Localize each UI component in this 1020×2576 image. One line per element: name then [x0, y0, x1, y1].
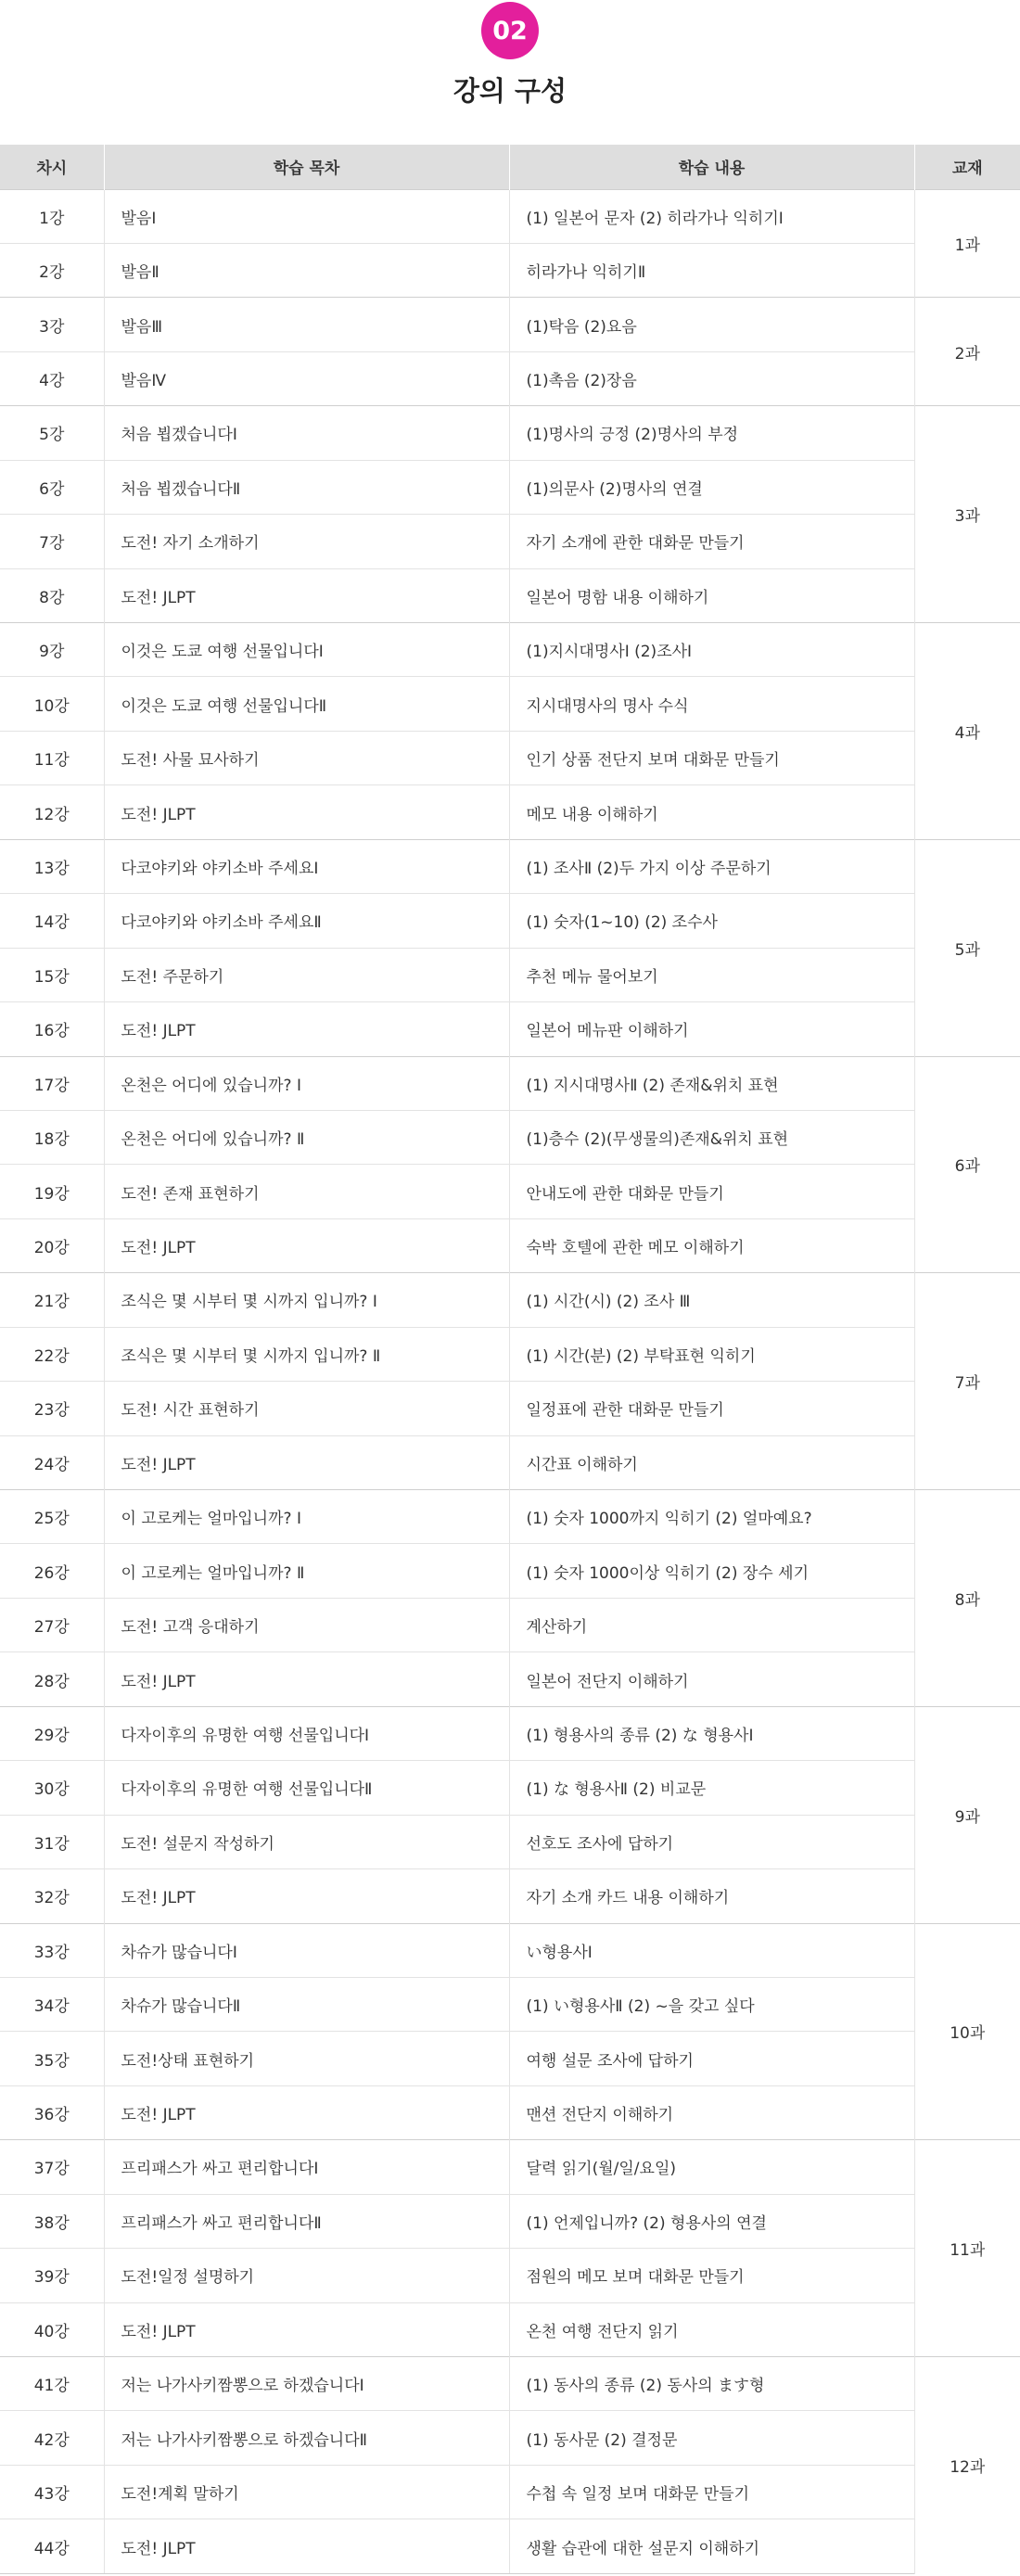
session-number: 24강 — [0, 1435, 104, 1489]
lesson-content: (1) 숫자 1000이상 익히기 (2) 장수 세기 — [509, 1544, 914, 1598]
curriculum-table — [0, 145, 1020, 2574]
lesson-topic: 도전! JLPT — [104, 1002, 509, 1056]
table-row — [0, 1327, 1020, 1381]
table-row — [0, 2194, 1020, 2248]
session-number: 13강 — [0, 839, 104, 893]
textbook-lesson: 10과 — [914, 1923, 1020, 2140]
table-row — [0, 1382, 1020, 1435]
table-row — [0, 1869, 1020, 1923]
lesson-content: (1)층수 (2)(무생물의)존재&위치 표현 — [509, 1110, 914, 1164]
session-number: 40강 — [0, 2302, 104, 2356]
table-row — [0, 731, 1020, 784]
session-number: 35강 — [0, 2032, 104, 2085]
lesson-topic: 발음Ⅳ — [104, 351, 509, 405]
session-number: 7강 — [0, 515, 104, 568]
session-number: 4강 — [0, 351, 104, 405]
session-number: 26강 — [0, 1544, 104, 1598]
lesson-content: 수첩 속 일정 보며 대화문 만들기 — [509, 2465, 914, 2519]
textbook-lesson: 8과 — [914, 1490, 1020, 1707]
lesson-topic: 저는 나가사키짬뽕으로 하겠습니다Ⅰ — [104, 2357, 509, 2411]
table-row — [0, 2249, 1020, 2302]
lesson-content: (1) 시간(분) (2) 부탁표현 익히기 — [509, 1327, 914, 1381]
lesson-topic: 차슈가 많습니다Ⅰ — [104, 1923, 509, 1977]
lesson-topic: 도전! JLPT — [104, 785, 509, 839]
lesson-content: 계산하기 — [509, 1598, 914, 1651]
textbook-lesson: 3과 — [914, 406, 1020, 623]
lesson-topic: 이것은 도쿄 여행 선물입니다Ⅱ — [104, 677, 509, 731]
table-row — [0, 1815, 1020, 1868]
lesson-topic: 다자이후의 유명한 여행 선물입니다Ⅰ — [104, 1706, 509, 1760]
lesson-content: 안내도에 관한 대화문 만들기 — [509, 1165, 914, 1218]
lesson-content: (1) 일본어 문자 (2) 히라가나 익히기Ⅰ — [509, 189, 914, 243]
lesson-content: 일정표에 관한 대화문 만들기 — [509, 1382, 914, 1435]
lesson-content: 시간표 이해하기 — [509, 1435, 914, 1489]
table-row — [0, 1544, 1020, 1598]
lesson-topic: 발음Ⅰ — [104, 189, 509, 243]
table-row — [0, 1110, 1020, 1164]
session-number: 9강 — [0, 623, 104, 677]
lesson-content: 메모 내용 이해하기 — [509, 785, 914, 839]
lesson-content: (1) 숫자(1~10) (2) 조수사 — [509, 894, 914, 948]
lesson-topic: 도전! 설문지 작성하기 — [104, 1815, 509, 1868]
session-number: 8강 — [0, 568, 104, 622]
session-number: 17강 — [0, 1056, 104, 1110]
table-row — [0, 1652, 1020, 1706]
table-row — [0, 2302, 1020, 2356]
table-row — [0, 351, 1020, 405]
textbook-lesson: 9과 — [914, 1706, 1020, 1923]
lesson-topic: 처음 뵙겠습니다Ⅰ — [104, 406, 509, 460]
table-row — [0, 948, 1020, 1001]
lesson-topic: 발음Ⅱ — [104, 243, 509, 297]
lesson-content: (1) 형용사의 종류 (2) な 형용사Ⅰ — [509, 1706, 914, 1760]
lesson-content: 일본어 전단지 이해하기 — [509, 1652, 914, 1706]
session-number: 6강 — [0, 460, 104, 514]
table-row — [0, 406, 1020, 460]
lesson-topic: 도전! 주문하기 — [104, 948, 509, 1001]
table-row — [0, 894, 1020, 948]
session-number: 43강 — [0, 2465, 104, 2519]
lesson-content: 생활 습관에 대한 설문지 이해하기 — [509, 2519, 914, 2573]
lesson-topic: 도전! JLPT — [104, 2302, 509, 2356]
session-number: 30강 — [0, 1761, 104, 1815]
lesson-topic: 조식은 몇 시부터 몇 시까지 입니까? Ⅱ — [104, 1327, 509, 1381]
lesson-content: 점원의 메모 보며 대화문 만들기 — [509, 2249, 914, 2302]
table-row — [0, 515, 1020, 568]
session-number: 36강 — [0, 2085, 104, 2139]
table-row — [0, 1761, 1020, 1815]
table-row — [0, 1435, 1020, 1489]
lesson-content: 지시대명사의 명사 수식 — [509, 677, 914, 731]
header-session: 차시 — [0, 145, 104, 189]
table-row — [0, 623, 1020, 677]
lesson-content: 달력 읽기(월/일/요일) — [509, 2140, 914, 2194]
lesson-content: (1)의문사 (2)명사의 연결 — [509, 460, 914, 514]
lesson-content: 자기 소개에 관한 대화문 만들기 — [509, 515, 914, 568]
lesson-topic: 도전! 시간 표현하기 — [104, 1382, 509, 1435]
lesson-topic: 이것은 도쿄 여행 선물입니다Ⅰ — [104, 623, 509, 677]
session-number: 38강 — [0, 2194, 104, 2248]
table-row — [0, 2519, 1020, 2573]
table-body — [0, 189, 1020, 2573]
lesson-topic: 도전! 존재 표현하기 — [104, 1165, 509, 1218]
lesson-topic: 저는 나가사키짬뽕으로 하겠습니다Ⅱ — [104, 2411, 509, 2465]
lesson-topic: 도전! JLPT — [104, 1652, 509, 1706]
lesson-content: (1) 조사Ⅱ (2)두 가지 이상 주문하기 — [509, 839, 914, 893]
table-row — [0, 1706, 1020, 1760]
session-number: 1강 — [0, 189, 104, 243]
textbook-lesson: 12과 — [914, 2357, 1020, 2574]
lesson-topic: 도전! 자기 소개하기 — [104, 515, 509, 568]
table-row — [0, 2411, 1020, 2465]
table-row — [0, 839, 1020, 893]
lesson-content: (1) 동사의 종류 (2) 동사의 ます형 — [509, 2357, 914, 2411]
lesson-topic: 다코야키와 야키소바 주세요Ⅱ — [104, 894, 509, 948]
lesson-topic: 도전! JLPT — [104, 1869, 509, 1923]
session-number: 20강 — [0, 1218, 104, 1272]
session-number: 11강 — [0, 731, 104, 784]
session-number: 41강 — [0, 2357, 104, 2411]
lesson-content: (1) な 형용사Ⅱ (2) 비교문 — [509, 1761, 914, 1815]
lesson-topic: 프리패스가 싸고 편리합니다Ⅰ — [104, 2140, 509, 2194]
table-row — [0, 1923, 1020, 1977]
table-row — [0, 298, 1020, 351]
lesson-topic: 온천은 어디에 있습니까? Ⅱ — [104, 1110, 509, 1164]
lesson-content: (1)지시대명사Ⅰ (2)조사Ⅰ — [509, 623, 914, 677]
textbook-lesson: 1과 — [914, 189, 1020, 298]
lesson-topic: 다코야키와 야키소바 주세요Ⅰ — [104, 839, 509, 893]
session-number: 44강 — [0, 2519, 104, 2573]
lesson-content: (1) 시간(시) (2) 조사 Ⅲ — [509, 1273, 914, 1327]
lesson-topic: 발음Ⅲ — [104, 298, 509, 351]
session-number: 33강 — [0, 1923, 104, 1977]
lesson-topic: 도전!계획 말하기 — [104, 2465, 509, 2519]
lesson-content: (1) 지시대명사Ⅱ (2) 존재&위치 표현 — [509, 1056, 914, 1110]
lesson-content: (1) い형용사Ⅱ (2) ~을 갖고 싶다 — [509, 1977, 914, 2031]
table-row — [0, 1490, 1020, 1544]
lesson-content: (1) 동사문 (2) 결정문 — [509, 2411, 914, 2465]
table-row — [0, 677, 1020, 731]
session-number: 34강 — [0, 1977, 104, 2031]
lesson-topic: 도전! JLPT — [104, 2519, 509, 2573]
section-title: 강의 구성 — [453, 75, 567, 107]
table-row — [0, 1273, 1020, 1327]
table-row — [0, 785, 1020, 839]
table-row — [0, 2032, 1020, 2085]
table-row — [0, 1977, 1020, 2031]
lesson-topic: 도전!일정 설명하기 — [104, 2249, 509, 2302]
table-row — [0, 2357, 1020, 2411]
table-row — [0, 1218, 1020, 1272]
lesson-topic: 처음 뵙겠습니다Ⅱ — [104, 460, 509, 514]
session-number: 39강 — [0, 2249, 104, 2302]
session-number: 23강 — [0, 1382, 104, 1435]
lesson-content: (1)탁음 (2)요음 — [509, 298, 914, 351]
session-number: 22강 — [0, 1327, 104, 1381]
session-number: 28강 — [0, 1652, 104, 1706]
session-number: 2강 — [0, 243, 104, 297]
lesson-content: (1) 언제입니까? (2) 형용사의 연결 — [509, 2194, 914, 2248]
lesson-topic: 도전! JLPT — [104, 2085, 509, 2139]
lesson-topic: 도전! JLPT — [104, 1435, 509, 1489]
session-number: 27강 — [0, 1598, 104, 1651]
lesson-content: (1)명사의 긍정 (2)명사의 부정 — [509, 406, 914, 460]
session-number: 3강 — [0, 298, 104, 351]
section-number-badge: 02 — [481, 2, 539, 59]
lesson-content: 추천 메뉴 물어보기 — [509, 948, 914, 1001]
session-number: 19강 — [0, 1165, 104, 1218]
lesson-topic: 이 고로케는 얼마입니까? Ⅰ — [104, 1490, 509, 1544]
session-number: 31강 — [0, 1815, 104, 1868]
table-row — [0, 2140, 1020, 2194]
lesson-topic: 도전! JLPT — [104, 1218, 509, 1272]
session-number: 21강 — [0, 1273, 104, 1327]
session-number: 32강 — [0, 1869, 104, 1923]
lesson-content: 인기 상품 전단지 보며 대화문 만들기 — [509, 731, 914, 784]
session-number: 29강 — [0, 1706, 104, 1760]
lesson-content: 자기 소개 카드 내용 이해하기 — [509, 1869, 914, 1923]
header-textbook: 교재 — [914, 145, 1020, 189]
lesson-content: 일본어 명함 내용 이해하기 — [509, 568, 914, 622]
session-number: 18강 — [0, 1110, 104, 1164]
lesson-content: 맨션 전단지 이해하기 — [509, 2085, 914, 2139]
session-number: 25강 — [0, 1490, 104, 1544]
lesson-content: 히라가나 익히기Ⅱ — [509, 243, 914, 297]
table-row — [0, 1598, 1020, 1651]
lesson-topic: 온천은 어디에 있습니까? Ⅰ — [104, 1056, 509, 1110]
lesson-topic: 도전!상태 표현하기 — [104, 2032, 509, 2085]
lesson-topic: 프리패스가 싸고 편리합니다Ⅱ — [104, 2194, 509, 2248]
lesson-topic: 도전! 사물 묘사하기 — [104, 731, 509, 784]
session-number: 14강 — [0, 894, 104, 948]
table-row — [0, 568, 1020, 622]
lesson-content: 온천 여행 전단지 읽기 — [509, 2302, 914, 2356]
session-number: 37강 — [0, 2140, 104, 2194]
table-row — [0, 1002, 1020, 1056]
lesson-topic: 이 고로케는 얼마입니까? Ⅱ — [104, 1544, 509, 1598]
lesson-content: (1) 숫자 1000까지 익히기 (2) 얼마예요? — [509, 1490, 914, 1544]
table-row — [0, 1165, 1020, 1218]
lesson-topic: 도전! 고객 응대하기 — [104, 1598, 509, 1651]
session-number: 5강 — [0, 406, 104, 460]
section-header — [0, 0, 1020, 145]
session-number: 16강 — [0, 1002, 104, 1056]
table-row — [0, 189, 1020, 243]
table-row — [0, 460, 1020, 514]
session-number: 42강 — [0, 2411, 104, 2465]
lesson-content: 일본어 메뉴판 이해하기 — [509, 1002, 914, 1056]
table-row — [0, 1056, 1020, 1110]
session-number: 10강 — [0, 677, 104, 731]
textbook-lesson: 5과 — [914, 839, 1020, 1056]
lesson-topic: 차슈가 많습니다Ⅱ — [104, 1977, 509, 2031]
header-content: 학습 내용 — [509, 145, 914, 189]
session-number: 12강 — [0, 785, 104, 839]
lesson-content: 선호도 조사에 답하기 — [509, 1815, 914, 1868]
textbook-lesson: 2과 — [914, 298, 1020, 406]
lesson-content: 숙박 호텔에 관한 메모 이해하기 — [509, 1218, 914, 1272]
table-row — [0, 243, 1020, 297]
lesson-content: い형용사Ⅰ — [509, 1923, 914, 1977]
textbook-lesson: 7과 — [914, 1273, 1020, 1490]
lesson-topic: 조식은 몇 시부터 몇 시까지 입니까? Ⅰ — [104, 1273, 509, 1327]
textbook-lesson: 4과 — [914, 623, 1020, 840]
table-header-row — [0, 145, 1020, 189]
lesson-topic: 다자이후의 유명한 여행 선물입니다Ⅱ — [104, 1761, 509, 1815]
table-row — [0, 2085, 1020, 2139]
table-row — [0, 2465, 1020, 2519]
lesson-content: (1)촉음 (2)장음 — [509, 351, 914, 405]
session-number: 15강 — [0, 948, 104, 1001]
lesson-content: 여행 설문 조사에 답하기 — [509, 2032, 914, 2085]
textbook-lesson: 6과 — [914, 1056, 1020, 1273]
lesson-topic: 도전! JLPT — [104, 568, 509, 622]
textbook-lesson: 11과 — [914, 2140, 1020, 2357]
header-topic: 학습 목차 — [104, 145, 509, 189]
